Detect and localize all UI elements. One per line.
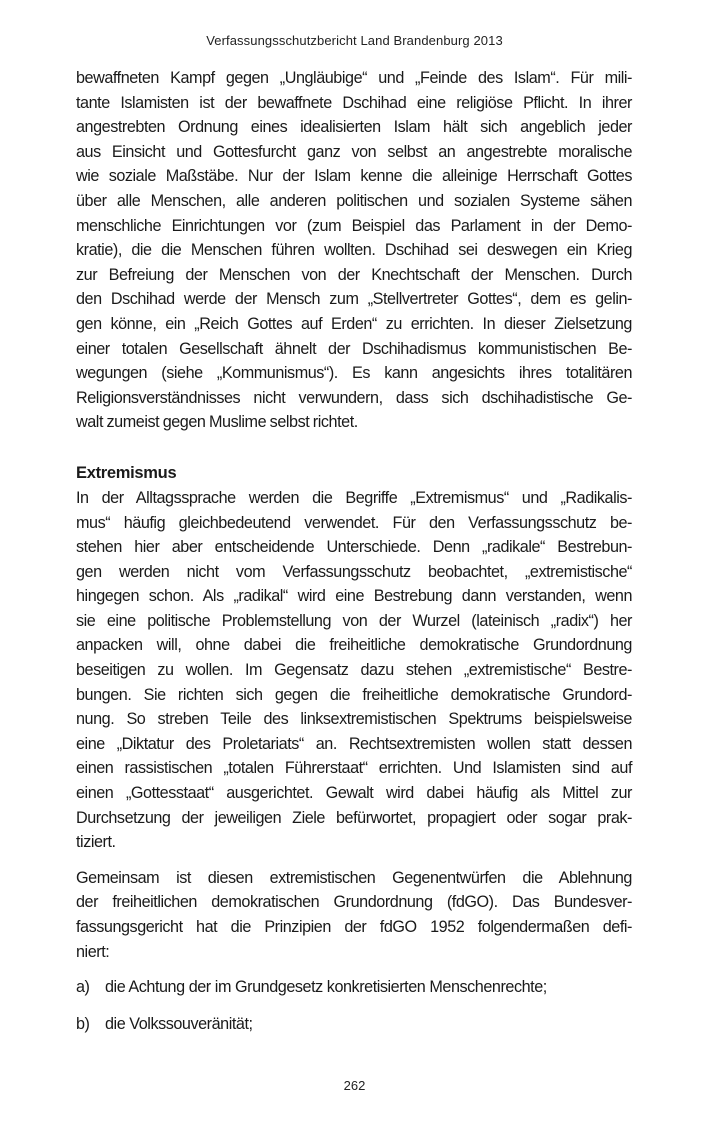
paragraph-dschihad [76,66,632,435]
list-item-text: die Volkssouveränität; [105,1014,253,1033]
text-line: sie eine politische Problemstellung von der Wurzel (lateinisch „radix“) her [76,611,632,630]
list-marker: b) [76,1014,90,1033]
section-heading-extremismus: Extremismus [76,463,177,482]
fdgo-principles-list [76,975,632,1036]
text-line: den Dschihad werde der Mensch zum „Stellvertreter Gottes“, dem es gelin- [76,290,632,309]
text-line: wie soziale Maßstäbe. Nur der Islam kenne die alleinige Herrschaft Gottes [76,167,632,186]
text-line: kratie), die die Menschen führen wollten. Dschihad sei deswegen ein Krieg [76,241,632,260]
text-line: Durchsetzung der jeweiligen Ziele befürwortet, propagiert oder sogar prak- [76,808,632,827]
text-line: In der Alltagssprache werden die Begriffe „Extremismus“ und „Radikalis- [76,488,632,507]
list-marker: a) [76,978,90,997]
text-line: niert: [76,942,110,961]
text-line: Religionsverständnisses nicht verwundern, dass sich dschihadistische Ge- [76,388,632,407]
text-line: zur Befreiung der Menschen von der Knechtschaft der Menschen. Durch [76,265,632,284]
text-line: nung. So streben Teile des linksextremistischen Spektrums beispielsweise [76,710,632,729]
page-number: 262 [343,1078,366,1093]
text-line: einer totalen Gesellschaft ähnelt der Dschihadismus kommunistischen Be- [76,339,632,358]
list-item-text: die Achtung der im Grundgesetz konkretisierten Menschenrechte; [105,978,547,997]
text-line: anpacken will, ohne dabei die freiheitliche demokratische Grundordnung [76,636,632,655]
text-line: gen werden nicht vom Verfassungsschutz beobachtet, „extremistische“ [76,562,632,581]
text-line: bewaffneten Kampf gegen „Ungläubige“ und „Feinde des Islam“. Für mili- [76,69,632,87]
text-line: einen „Gottesstaat“ ausgerichtet. Gewalt wird dabei häufig als Mittel zur [76,784,632,803]
text-line: fassungsgericht hat die Prinzipien der fdGO 1952 folgendermaßen defi- [76,918,632,936]
running-header: Verfassungsschutzbericht Land Brandenburg 2013 [206,33,503,48]
list-item [76,1012,632,1037]
text-line: tante Islamisten ist der bewaffnete Dschihad eine religiöse Pflicht. In ihrer [76,93,632,112]
text-line: eine „Diktatur des Proletariats“ an. Rechtsextremisten wollen statt dessen [76,734,632,753]
text-line: über alle Menschen, alle anderen politischen und sozialen Systeme sähen [76,191,632,210]
text-line: aus Einsicht und Gottesfurcht ganz von selbst an angestrebte moralische [76,142,632,161]
text-line: stehen hier aber entscheidende Unterschiede. Denn „radikale“ Bestrebun- [76,538,632,557]
text-line: angestrebten Ordnung eines idealisierten Islam hält sich angeblich jeder [76,118,632,137]
text-line: walt zumeist gegen Muslime selbst richtet. [76,413,358,432]
text-line: der freiheitlichen demokratischen Grundordnung (fdGO). Das Bundesver- [76,893,632,912]
text-line: mus“ häufig gleichbedeutend verwendet. Für den Verfassungsschutz be- [76,513,632,532]
paragraph-extremismus [76,486,632,855]
text-line: wegungen (siehe „Kommunismus“). Es kann angesichts ihres totalitären [76,364,632,383]
text-line: bungen. Sie richten sich gegen die freiheitliche demokratische Grundord- [76,685,632,704]
text-line: menschliche Einrichtungen vor (zum Beispiel das Parlament in der Demo- [76,216,632,235]
text-line: tiziert. [76,833,116,852]
text-line: gen könne, ein „Reich Gottes auf Erden“ zu errichten. In dieser Zielsetzung [76,314,632,333]
page-body [76,66,632,1048]
text-line: hingegen schon. Als „radikal“ wird eine Bestrebung dann verstanden, wenn [76,587,632,606]
text-line: Gemeinsam ist diesen extremistischen Gegenentwürfen die Ablehnung [76,868,632,887]
list-item [76,975,632,1000]
text-line: einen rassistischen „totalen Führerstaat“ errichten. Und Islamisten sind auf [76,759,632,778]
paragraph-fdgo [76,866,632,964]
text-line: beseitigen zu wollen. Im Gegensatz dazu stehen „extremistische“ Bestre- [76,661,632,680]
